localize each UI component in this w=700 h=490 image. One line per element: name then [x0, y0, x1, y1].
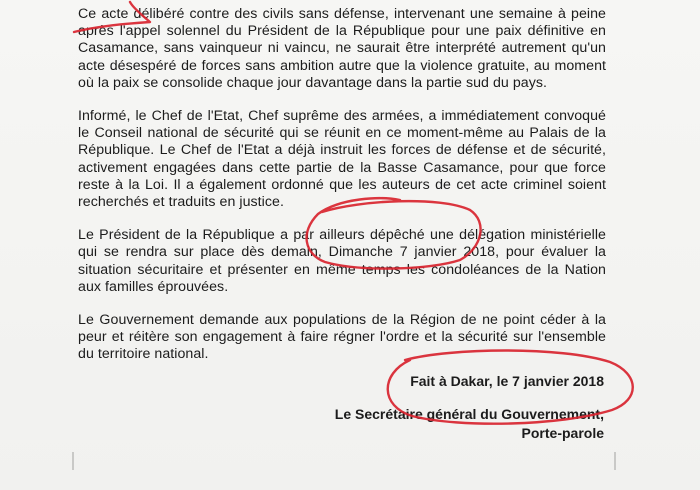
page-corner-mark-left — [72, 452, 88, 470]
paragraph-1: Ce acte délibéré contre des civils sans défense, intervenant une semaine à peine après l'appel solennel du Président de la République pour une paix définitive en Casamance, sans vainqueur ni vaincu, ne saurait être interprété autrement qu'un acte désespéré de forces sans ambition autre que la violence gratuite, au moment où la paix se consolide chaque jour davantage dans la partie sud du pays. — [78, 6, 606, 91]
document-body — [78, 6, 606, 380]
signature-place-date: Fait à Dakar, le 7 janvier 2018 — [410, 373, 604, 389]
signature-title: Le Secrétaire général du Gouvernement, — [334, 406, 604, 422]
page-corner-mark-right — [600, 452, 616, 470]
paragraph-3: Le Président de la République a par ailleurs dépêché une délégation ministérielle qui se rendra sur place dès demain, Dimanche 7 janvier 2018, pour évaluer la situation sécuritaire et présenter en même temps les condoléances de la Nation aux familles éprouvées. — [78, 227, 606, 295]
paragraph-4: Le Gouvernement demande aux populations de la Région de ne point céder à la peur et réitère son engagement à faire régner l'ordre et la sécurité sur l'ensemble du territoire national. — [78, 312, 606, 363]
paragraph-2: Informé, le Chef de l'Etat, Chef suprême des armées, a immédiatement convoqué le Conseil national de sécurité qui se réunit en ce moment-même au Palais de la République. Le Chef de l'Etat a déjà instruit les forces de défense et de sécurité, activement engagées dans cette partie de la Basse Casamance, pour que force reste à la Loi. Il a également ordonné que les auteurs de cet acte criminel soient recherchés et traduits en justice. — [78, 108, 606, 211]
signature-role: Porte-parole — [521, 425, 604, 441]
